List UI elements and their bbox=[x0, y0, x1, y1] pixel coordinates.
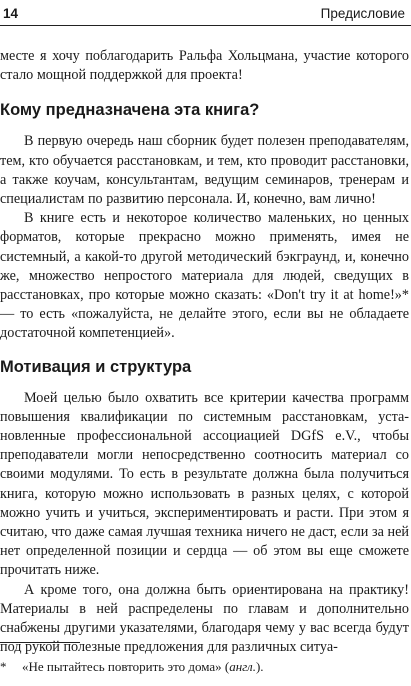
footnote-language: англ. bbox=[229, 659, 256, 674]
footnote-rule bbox=[0, 642, 80, 643]
footnote-text: «Не пытайтесь повторить это дома» ( bbox=[22, 659, 230, 674]
section-heading-audience: Кому предназначена эта книга? bbox=[0, 101, 260, 120]
page-body bbox=[0, 47, 409, 657]
footnote bbox=[0, 658, 264, 675]
page-number: 14 bbox=[3, 6, 19, 21]
header-rule bbox=[0, 25, 411, 26]
section-heading-motivation: Мотивация и структура bbox=[0, 357, 192, 376]
running-head: Предисловие bbox=[320, 6, 405, 21]
paragraph: В книге есть и некоторое количество маленьких, но ценных форматов, которые прекрасно можно применять, имея не системный, а какой-то другой методический бэкграунд, и, конечно же, множество непростого материала для людей, сведущих в расстановках, про которые можно сказать: «Don't try it at home!»* — то есть «пожалуйста, не делайте этого, если вы не обладаете достаточной компетенцией». bbox=[0, 210, 409, 342]
paragraph: А кроме того, она должна быть ориентирована на практику! Материалы в ней распределены по главам и дополнительно снабжены другими указателями, благодаря чему у вас всегда будут под рукой полезные предложения для различных ситуа- bbox=[0, 581, 409, 656]
paragraph: В первую очередь наш сборник будет полезен преподавателям, тем, кто обучается расстановкам, и тем, кто проводит расстановки, а также коучам, консультантам, ведущим семинаров, тренерам и специалистам по развитию персонала. И, конечно, вам лично! bbox=[0, 133, 409, 208]
intro-paragraph: месте я хочу поблагодарить Ральфа Хольцмана, участие которого стало мощной поддержкой для проекта! bbox=[0, 48, 409, 84]
page-header bbox=[0, 0, 411, 27]
footnote-marker: * bbox=[0, 659, 7, 674]
footnote-closing: ). bbox=[255, 659, 264, 674]
paragraph: Моей целью было охватить все критерии качества программ повышения квалификации по системным расстановкам, установленные профессиональной ассоциацией DGfS e.V., чтобы преподаватели могли непосредственно соотносить материал со своими модулями. То есть в результате должна была получиться книга, которую можно использовать в разных целях, с которой можно учить и учиться, экспериментировать и расти. При этом я считаю, что даже самая лучшая техника ничего не даст, если за ней нет определенной позиции и сердца — об этом вы еще сможете прочитать ниже. bbox=[0, 389, 409, 579]
